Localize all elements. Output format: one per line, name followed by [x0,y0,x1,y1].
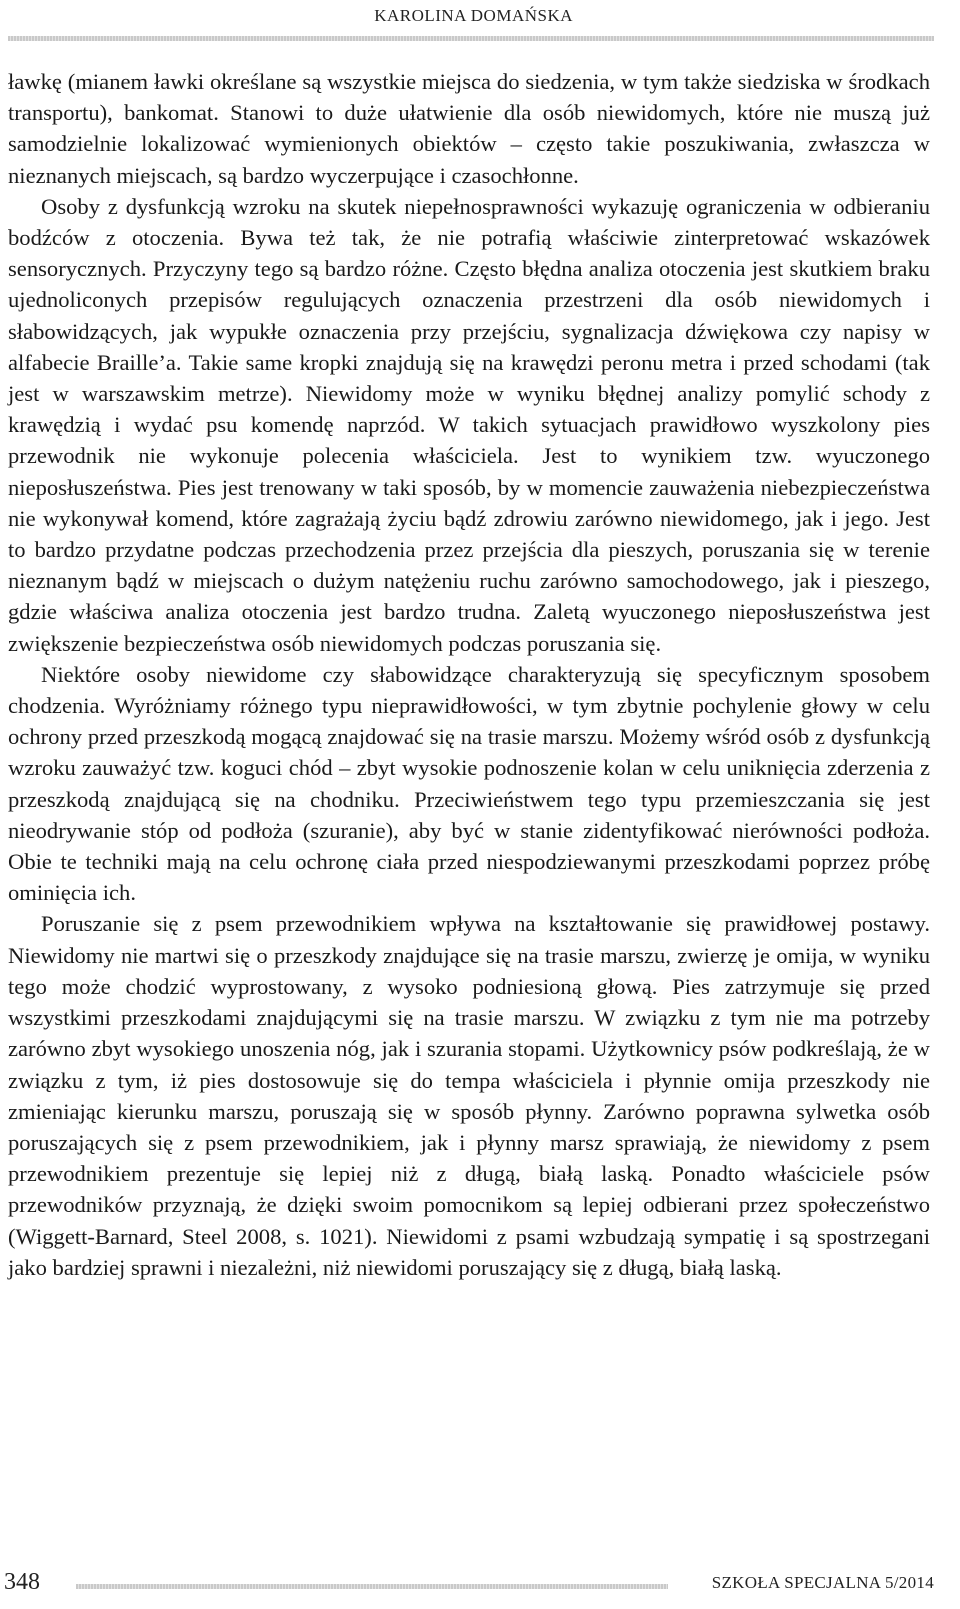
footer-rule [76,1584,668,1589]
running-head-author: KAROLINA DOMAŃSKA [374,6,573,25]
paragraph-continuation: ławkę (mianem ławki określane są wszystkie miejsca do siedzenia, w tym także siedziska w środkach transportu), bankomat. Stanowi to duże ułatwienie dla osób niewidomych, które nie muszą już samodzielnie lokalizować wymienionych obiektów – często takie poszukiwania, zwłaszcza w nieznanych miejscach, są bardzo wyczerpujące i czasochłonne. [8,69,930,188]
page-number: 348 [4,1569,40,1595]
paragraph-guide-dog-posture: Poruszanie się z psem przewodnikiem wpływa na kształtowanie się prawidłowej postawy. Niewidomy nie martwi się o przeszkody znajdujące się na trasie marszu, zwierzę je omija, w wyniku tego może chodzić wyprostowany, z wysoko podniesioną głową. Pies zatrzymuje się przed wszystkimi przeszkodami znajdującymi się na trasie marszu. W związku z tym nie ma potrzeby zarówno zbyt wysokiego unoszenia nóg, jak i szurania stopami. Użytkownicy psów podkreślają, że w związku z tym, iż pies dostosowuje się do tempa właściciela i płynnie omija przeszkody nie zmieniając kierunku marszu, poruszają się w sposób płynny. Zarówno poprawna sylwetka osób poruszających się z psem przewodnikiem, jak i płynny marsz sprawiają, że niewidomy z psem przewodnikiem prezentuje się lepiej niż z długą, białą laską. Ponadto właściciele psów przewodników przyznają, że dzięki swoim pomocnikom są lepiej odbierani przez społeczeństwo (Wiggett-Barnard, Steel 2008, s. 1021). Niewidomi z psami wzbudzają sympatię i są spostrzegani jako bardziej sprawni i niezależni, niż niewidomi poruszający się z długą, białą laską. [8,911,930,1280]
paragraph-walking-style: Niektóre osoby niewidome czy słabowidzące charakteryzują się specyficznym sposobem chodzenia. Wyróżniamy różnego typu nieprawidłowości, w tym zbytnie pochylenie głowy w celu ochrony przed przeszkodą mogącą znajdować się na trasie marszu. Możemy wśród osób z dysfunkcją wzroku zauważyć tzw. koguci chód – zbyt wysokie podnoszenie kolan w celu uniknięcia zderzenia z przeszkodą znajdującą się na chodniku. Przeciwieństwem tego typu przemieszczania się jest nieodrywanie stóp od podłoża (szuranie), aby być w stanie zidentyfikować nierówności podłoża. Obie te techniki mają na celu ochronę ciała przed niespodziewanymi przeszkodami poprzez próbę ominięcia ich. [8,661,930,906]
paragraph-visual-impairment: Osoby z dysfunkcją wzroku na skutek niepełnosprawności wykazuję ograniczenia w odbieraniu bodźców z otoczenia. Bywa też tak, że nie potrafią właściwie zinterpretować wskazówek sensorycznych. Przyczyny tego są bardzo różne. Często błędna analiza otoczenia jest skutkiem braku ujednoliconych przepisów regulujących oznaczenia przestrzeni dla osób niewidomych i słabowidzących, jak wypukłe oznaczenia przy przejściu, sygnalizacja dźwiękowa czy napisy w alfabecie Braille’a. Takie same kropki znajdują się na krawędzi peronu metra i przed schodami (tak jest w warszawskim metrze). Niewidomy może w wyniku błędnej analizy pomylić schody z krawędzią i wydać psu komendę naprzód. W takich sytuacjach prawidłowo wyszkolony pies przewodnik nie wykonuje polecenia właściciela. Jest to wynikiem tzw. wyuczonego nieposłuszeństwa. Pies jest trenowany w taki sposób, by w momencie zauważenia niebezpieczeństwa nie wykonywał komend, które zagrażają życiu bądź zdrowiu zarówno niewidomego, jak i jego. Jest to bardzo przydatne podczas przechodzenia przez przejścia dla pieszych, poruszania się w terenie nieznanym bądź w miejscach o dużym natężeniu ruchu zarówno samochodowego, jak i pieszego, gdzie właściwa analiza otoczenia jest bardzo trudna. Zaletą wyuczonego nieposłuszeństwa jest zwiększenie bezpieczeństwa osób niewidomych podczas poruszania się. [8,193,930,656]
header-rule [8,36,934,41]
article-body [8,66,930,1283]
journal-name: SZKOŁA SPECJALNA 5/2014 [711,1573,934,1592]
